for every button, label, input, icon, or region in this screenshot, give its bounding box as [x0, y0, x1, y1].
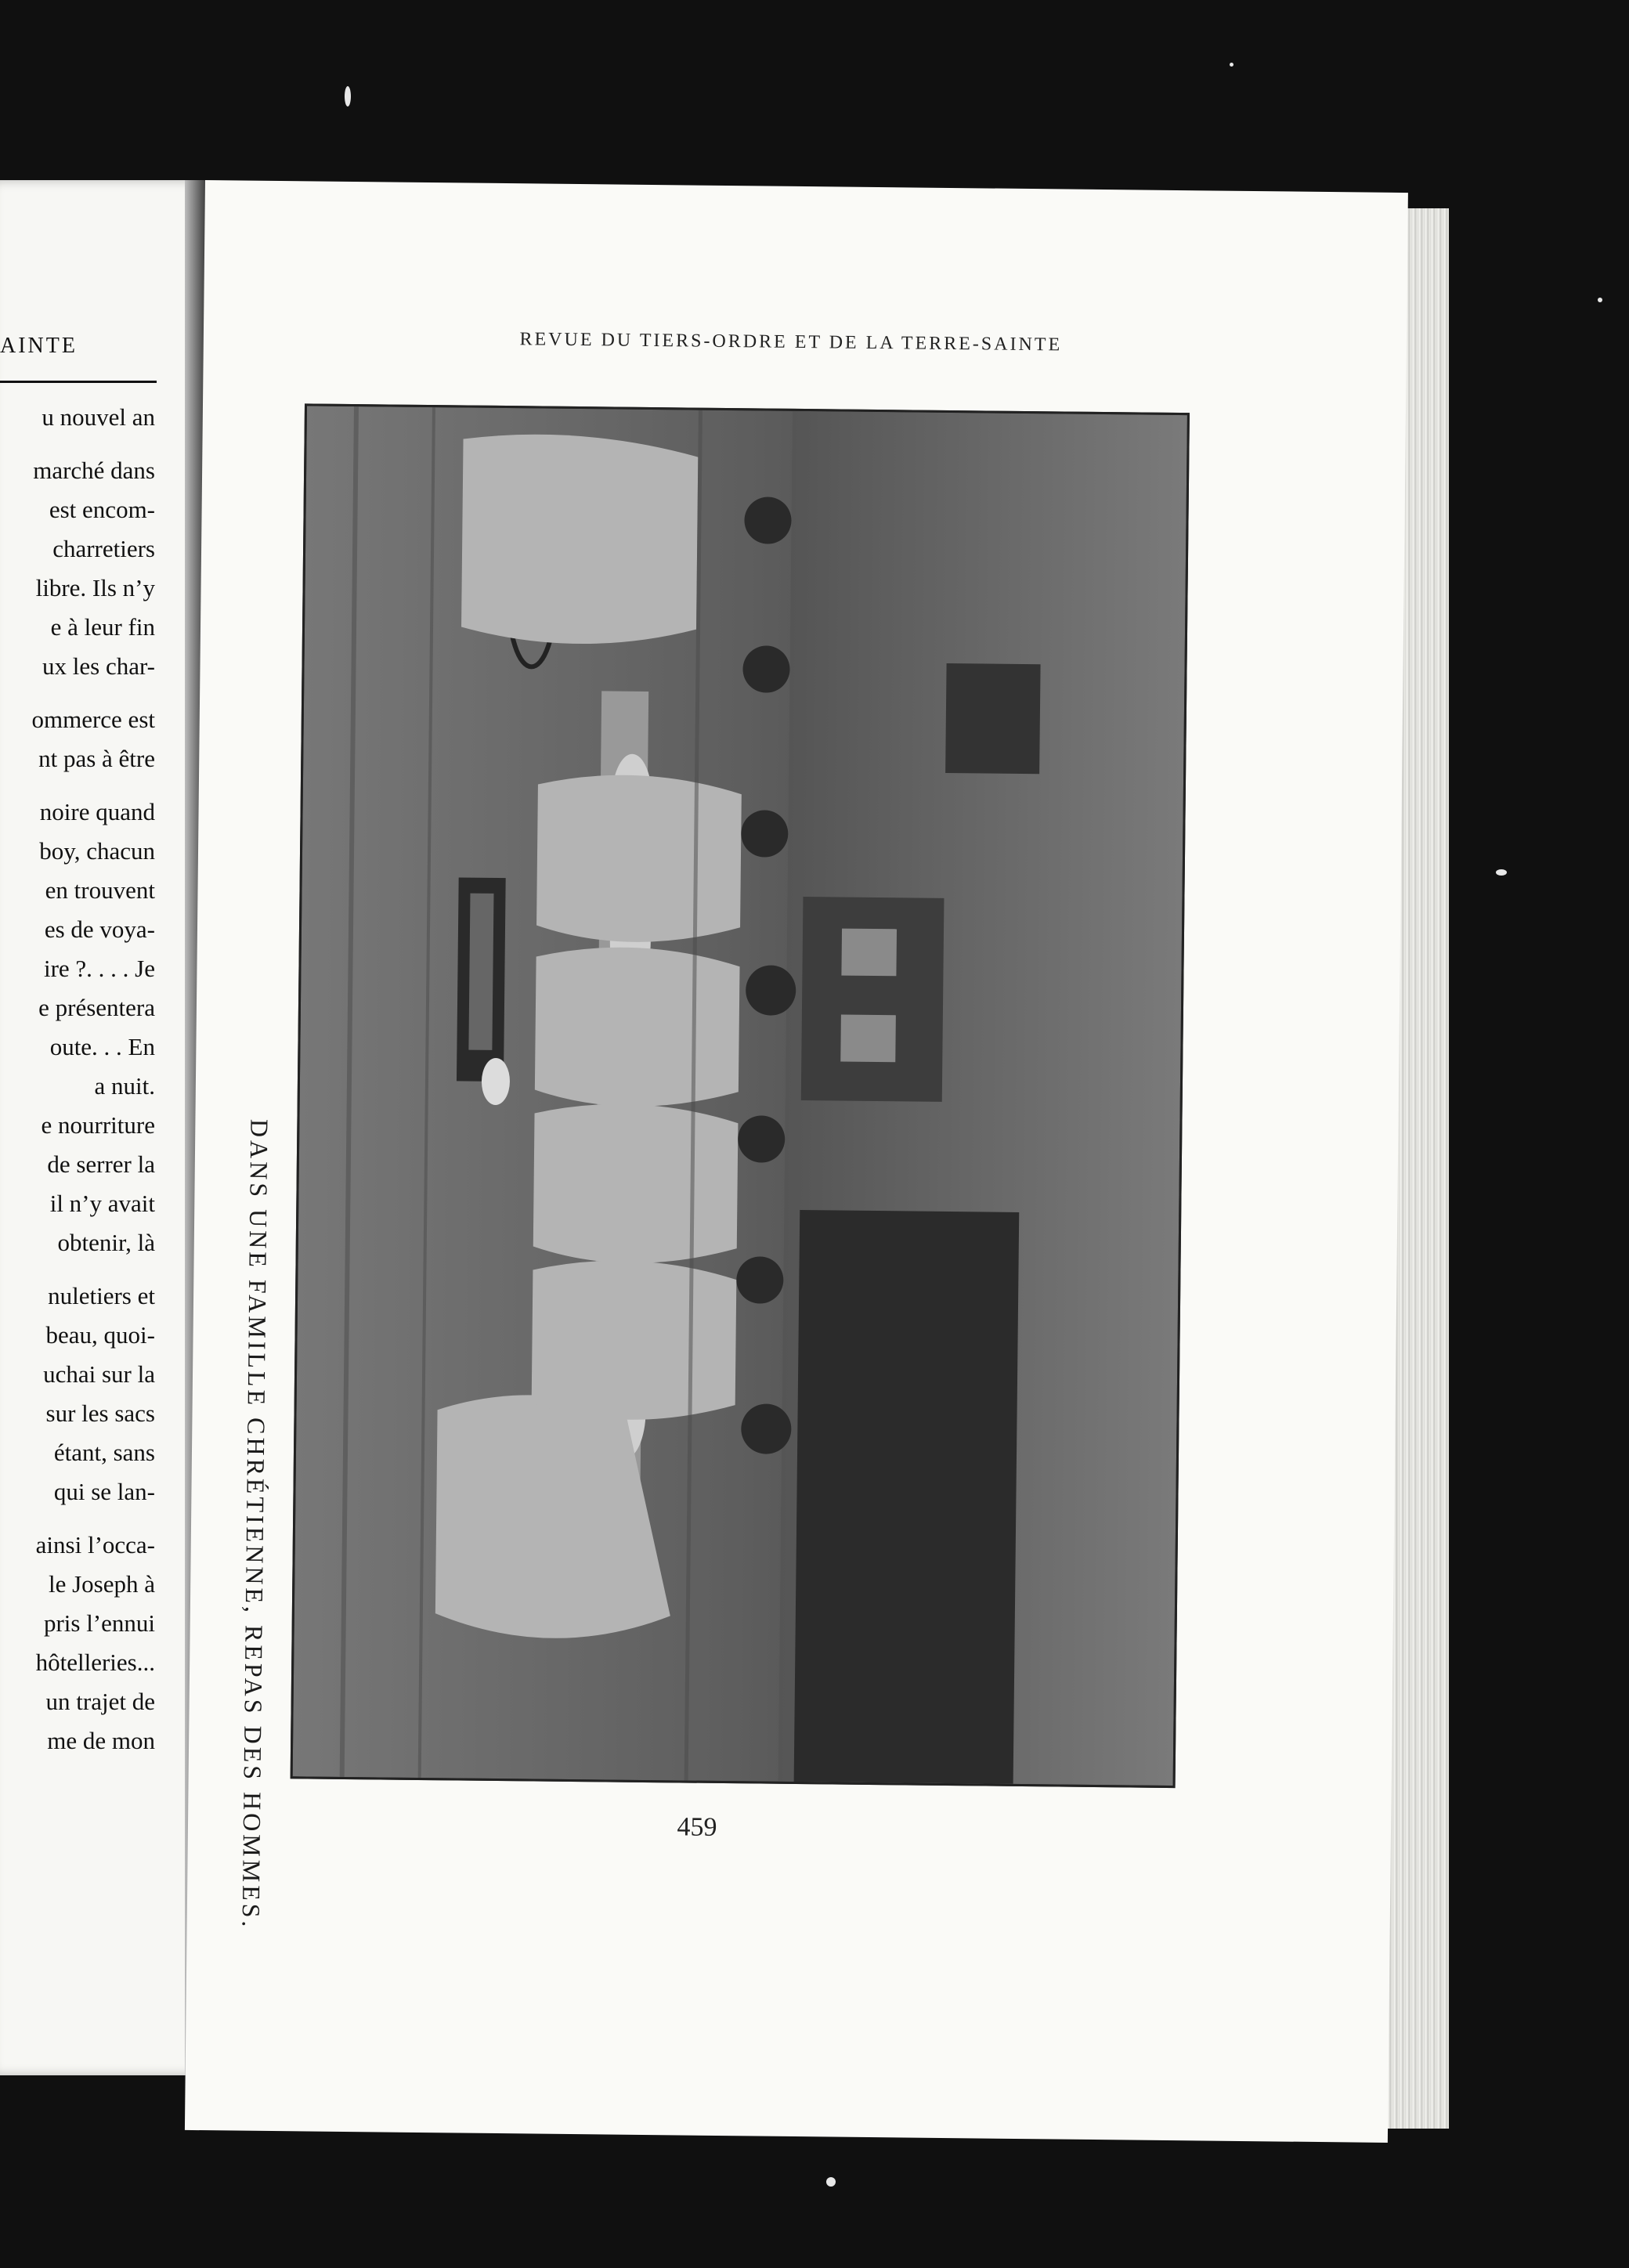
left-text-line: qui se lan-	[53, 1478, 155, 1505]
left-text-line: est encom-	[49, 496, 155, 523]
left-text-column	[0, 398, 155, 1761]
left-text-line: e nourriture	[41, 1111, 155, 1139]
left-text-line: u nouvel an	[42, 403, 155, 431]
dust-speck	[1598, 298, 1602, 302]
left-text-line: il n’y avait	[49, 1190, 155, 1217]
left-text-line: libre. Ils n’y	[35, 574, 155, 601]
left-text-line: étant, sans	[53, 1439, 155, 1466]
left-text-line	[0, 1511, 155, 1526]
left-header-rule	[0, 381, 157, 383]
photograph	[291, 403, 1190, 1788]
dust-speck	[1496, 869, 1507, 876]
left-text-line: es de voya-	[44, 916, 155, 943]
left-text-line: ainsi l’occa-	[35, 1531, 155, 1558]
dust-speck	[1230, 63, 1233, 67]
left-text-line: charretiers	[52, 535, 155, 562]
dust-speck	[826, 2177, 836, 2187]
left-text-line	[0, 1262, 155, 1277]
photo-caption: DANS UNE FAMILLE CHRÉTIENNE, REPAS DES HOMMES.	[237, 1118, 274, 1930]
left-text-line: oute. . . En	[49, 1033, 155, 1060]
photograph-image	[293, 406, 1187, 1786]
left-text-line: nuletiers et	[48, 1282, 155, 1309]
left-text-line: en trouvent	[45, 876, 155, 904]
left-text-line: noire quand	[39, 798, 155, 825]
left-text-line: a nuit.	[94, 1072, 155, 1100]
left-text-line	[0, 437, 155, 451]
left-text-line: ire ?. . . . Je	[43, 955, 155, 982]
left-text-line: beau, quoi-	[45, 1321, 155, 1349]
left-text-line: obtenir, là	[57, 1229, 155, 1256]
left-text-line: un trajet de	[45, 1688, 155, 1715]
left-text-line	[0, 686, 155, 700]
left-text-line: e à leur fin	[50, 613, 155, 641]
dust-speck	[345, 86, 351, 107]
left-text-line: marché dans	[33, 457, 155, 484]
right-page	[185, 180, 1408, 2143]
left-text-line: uchai sur la	[43, 1360, 155, 1388]
left-text-line: me de mon	[47, 1727, 155, 1754]
left-text-line: ux les char-	[42, 652, 155, 680]
left-text-line: de serrer la	[47, 1150, 155, 1178]
left-text-line: pris l’ennui	[43, 1609, 155, 1637]
left-text-line: nt pas à être	[38, 745, 155, 772]
page-number: 459	[677, 1812, 717, 1842]
left-text-line: sur les sacs	[45, 1399, 155, 1427]
left-text-line: e présentera	[38, 994, 155, 1021]
left-running-head: AINTE	[0, 334, 78, 358]
running-head: REVUE DU TIERS-ORDRE ET DE LA TERRE-SAINTE	[519, 329, 1063, 356]
left-text-line: le Joseph à	[48, 1570, 155, 1598]
left-text-line: ommerce est	[31, 706, 155, 733]
left-text-line: hôtelleries...	[35, 1649, 155, 1676]
left-text-line: boy, chacun	[39, 837, 155, 865]
left-text-line	[0, 778, 155, 793]
